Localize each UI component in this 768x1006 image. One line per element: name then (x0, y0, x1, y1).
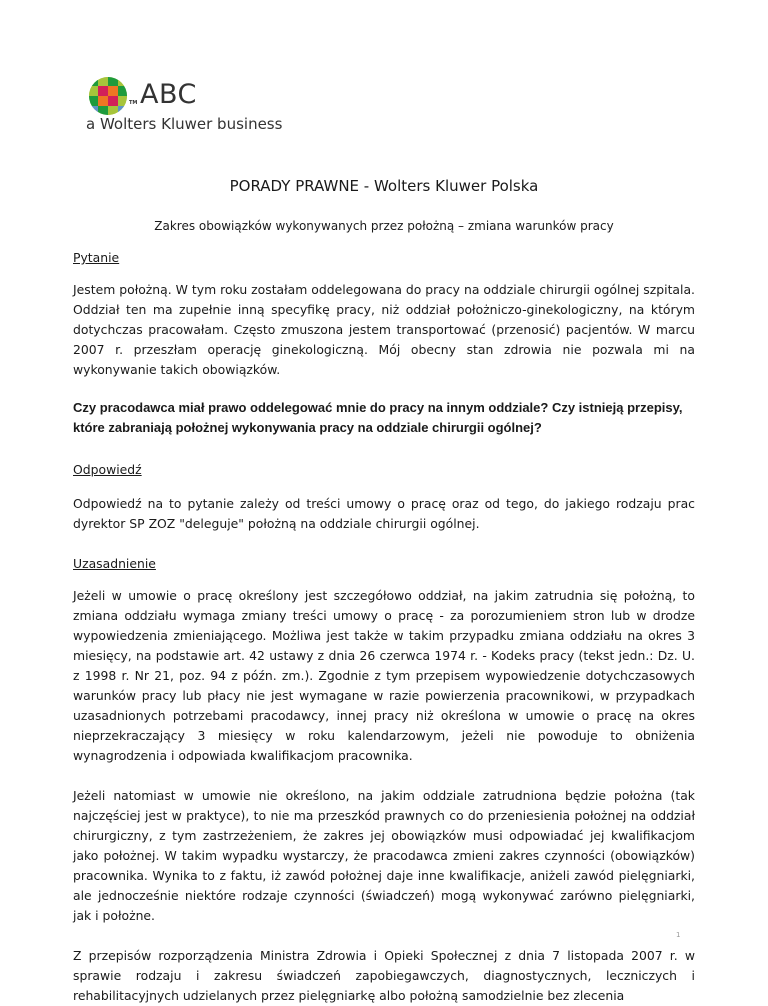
justification-paragraph-2: Jeżeli natomiast w umowie nie określono, na jakim oddziale zatrudniona będzie położna (tak najczęściej jest w praktyce), to nie ma przeszkód prawnych co do przeniesienia położnej na oddział chirurgiczny, z tym zastrzeżeniem, że zakres jej obowiązków musi odpowiadać jej kwalifikacjom jako położnej. W takim wypadku wystarczy, że pracodawca zmieni zakres czynności (obowiązków) pracownika. Wynika to z faktu, iż zawód położnej daje inne kwalifikacje, aniżeli zawód pielęgniarki, ale jednocześnie niektóre rodzaje czynności (świadczeń) mogą wykonywać zarówno pielęgniarki, jak i położne. (73, 788, 695, 923)
justification-paragraph-3: Z przepisów rozporządzenia Ministra Zdrowia i Opieki Społecznej z dnia 7 listopada 2007 r. w sprawie rodzaju i zakresu świadczeń zapobiegawczych, diagnostycznych, leczniczych i rehabilitacyjnych udzielanych przez pielęgniarkę albo położną samodzielnie bez zlecenia (73, 948, 695, 1003)
justification-heading: Uzasadnienie (73, 556, 156, 571)
justification-paragraph-1: Jeżeli w umowie o pracę określony jest szczegółowo oddział, na jakim zatrudnia się położną, to zmiana oddziału wymaga zmiany treści umowy o pracę - za porozumieniem stron lub w drodze wypowiedzenia zmieniającego. Możliwa jest także w takim przypadku zmiana oddziału na okres 3 miesięcy, na podstawie art. 42 ustawy z dnia 26 czerwca 1974 r. - Kodeks pracy (tekst jedn.: Dz. U. z 1998 r. Nr 21, poz. 94 z późn. zm.). Zgodnie z tym przepisem wypowiedzenie dotychczasowych warunków pracy lub płacy nie jest wymagane w razie powierzenia pracownikowi, w przypadkach uzasadnionych potrzebami pracodawcy, innej pracy niż określona w umowie o pracę na okres nieprzekraczający 3 miesięcy w roku kalendarzowym, jeżeli nie powoduje to obniżenia wynagrodzenia i odpowiada kwalifikacjom pracownika. (73, 588, 695, 763)
answer-text: Odpowiedź na to pytanie zależy od treści umowy o pracę oraz od tego, do jakiego rodzaju prac dyrektor SP ZOZ "deleguje" położną na oddziale chirurgii ogólnej. (73, 496, 695, 531)
logo-tagline: a Wolters Kluwer business (86, 115, 283, 133)
answer-heading: Odpowiedź (73, 462, 142, 477)
logo-mosaic-icon (88, 76, 128, 116)
question-bold: Czy pracodawca miał prawo oddelegować mnie do pracy na innym oddziale? Czy istnieją przepisy, które zabraniają położnej wykonywania pracy na oddziale chirurgii ogólnej? (73, 400, 683, 435)
document-title: PORADY PRAWNE - Wolters Kluwer Polska (229, 177, 539, 195)
company-logo (88, 76, 388, 136)
question-heading: Pytanie (73, 250, 120, 265)
document-body (73, 248, 695, 1006)
document-subtitle: Zakres obowiązków wykonywanych przez położną – zmiana warunków pracy (154, 219, 614, 233)
logo-brand: ABC (140, 79, 197, 110)
page-number: 1 (676, 931, 681, 939)
logo-trademark: TM (129, 100, 138, 106)
question-text: Jestem położną. W tym roku zostałam oddelegowana do pracy na oddziale chirurgii ogólnej szpitala. Oddział ten ma zupełnie inną specyfikę pracy, niż oddział położniczo-ginekologiczny, na którym dotychczas pracowałam. Często zmuszona jestem transportować (przenosić) pacjentów. W marcu 2007 r. przeszłam operację ginekologiczną. Mój obecny stan zdrowia nie pozwala mi na wykonywanie takich obowiązków. (73, 282, 695, 377)
